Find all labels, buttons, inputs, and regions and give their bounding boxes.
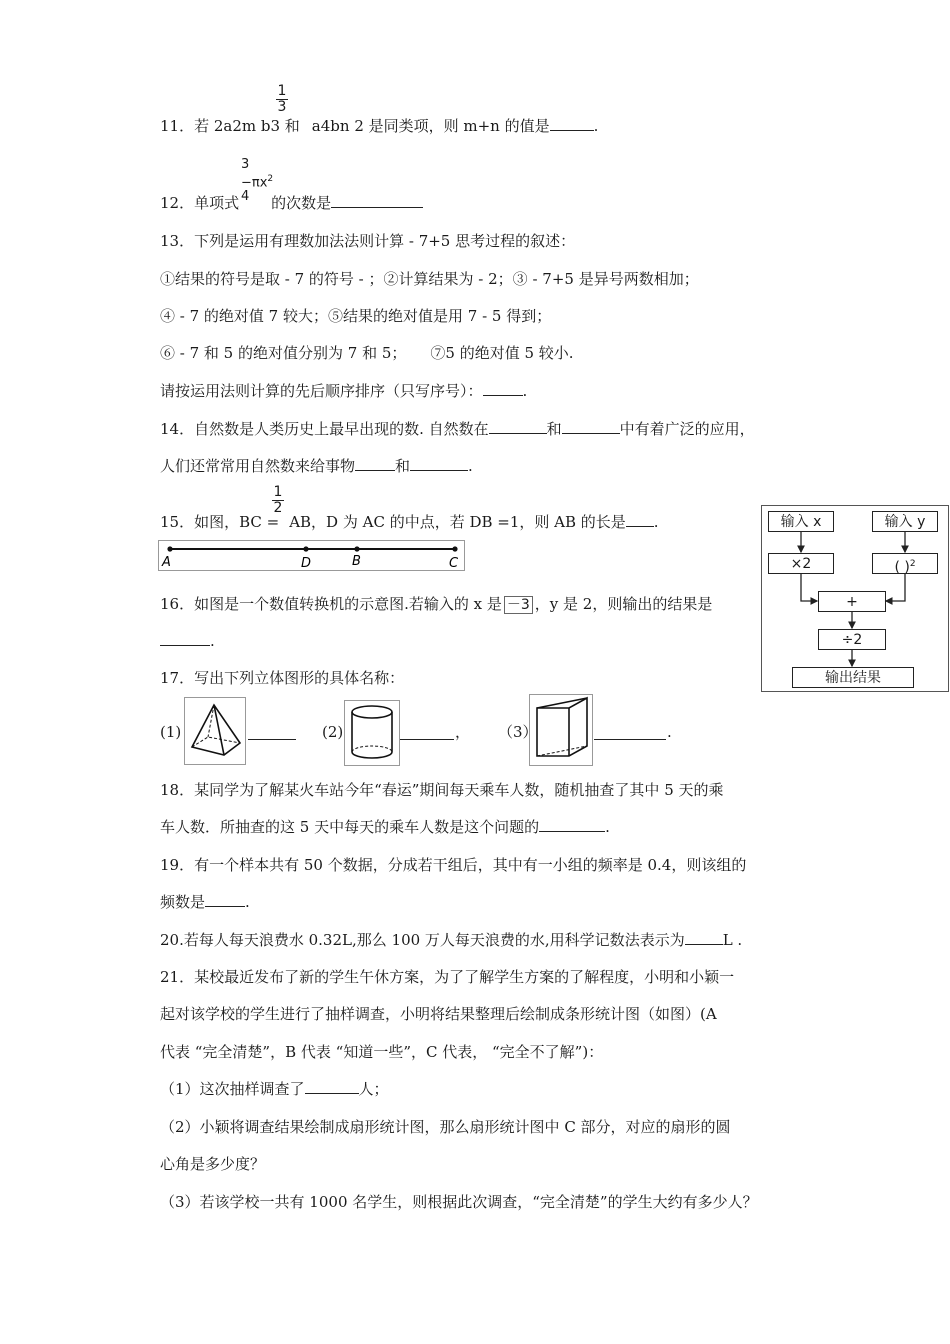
q13-line3b: ⑦5 的绝对值 5 较小. <box>430 344 574 362</box>
q14-blank1 <box>489 419 547 434</box>
q13-end: . <box>522 382 528 400</box>
q14-blank2 <box>562 419 620 434</box>
cylinder-top <box>352 706 392 718</box>
q21-sub1-blank <box>305 1079 359 1094</box>
square-exponent: 2 <box>909 559 916 569</box>
flowchart-arrows <box>762 506 948 691</box>
q17-blank-3 <box>594 725 666 740</box>
q13-answer-blank <box>483 381 523 396</box>
q20-end: L . <box>722 931 743 949</box>
point-b-dot <box>354 546 359 551</box>
divide-two-label: ÷2 <box>841 632 863 648</box>
q12-text-pre: 12．单项式 <box>160 194 240 212</box>
q17-text: 17．写出下列立体图形的具体名称： <box>160 669 405 687</box>
input-x-label: 输入 x <box>780 514 822 530</box>
q14-d: 人们还常常用自然数来给事物 <box>160 457 356 475</box>
q21-sub2b: 心角是多少度？ <box>160 1155 266 1173</box>
q14-e: 和 <box>395 457 411 475</box>
q18-line2-text: 车人数．所抽查的这 5 天中每天的乘车人数是这个问题的 <box>160 818 540 836</box>
q16-text-pre: 16．如图是一个数值转换机的示意图.若输入的 x 是 <box>160 595 502 613</box>
q20-line <box>160 930 742 950</box>
q15-line <box>160 512 659 532</box>
q18-line1: 18．某同学为了解某火车站今年“春运”期间每天乘车人数，随机抽查了其中 5 天的乘 <box>160 781 724 799</box>
q11-frac-den: 3 <box>277 99 287 115</box>
q13-ask <box>160 381 527 401</box>
q16-line2 <box>160 631 215 651</box>
line-segment-figure <box>158 540 466 572</box>
q12-answer-blank <box>331 193 423 208</box>
q14-line1 <box>160 419 755 439</box>
q17-label-3: （3） <box>498 723 538 741</box>
q11-text-post: a4bn 2 是同类项，则 m+n 的值是 <box>311 117 550 135</box>
q15-frac-num: 1 <box>273 484 283 500</box>
q11-frac-num: 1 <box>277 83 287 99</box>
q14-line2 <box>160 456 473 476</box>
q11-line <box>160 116 598 136</box>
q21-sub1-end: 人； <box>358 1080 389 1098</box>
q12-monomial <box>241 158 277 204</box>
output-label: 输出结果 <box>825 670 881 686</box>
q19-answer-blank <box>205 892 245 907</box>
q21-sub2a: （2）小颖将调查结果绘制成扇形统计图，那么扇形统计图中 C 部分，对应的扇形的圆 <box>160 1118 731 1136</box>
q15-end: . <box>653 513 659 531</box>
q19-line1: 19．有一个样本共有 50 个数据，分成若干组后，其中有一小组的频率是 0.4，则该组的 <box>160 856 747 874</box>
q14-b: 和 <box>546 420 562 438</box>
q13-line2: ④ - 7 的绝对值 7 较大；⑤结果的绝对值是用 7 - 5 得到； <box>160 307 552 325</box>
q13-line3 <box>160 343 574 363</box>
q16-answer-blank <box>160 631 210 646</box>
q18-line2 <box>160 817 610 837</box>
q15-frac-den: 2 <box>273 500 283 516</box>
point-c-label: C <box>449 556 459 571</box>
q21-line2: 起对该学校的学生进行了抽样调查，小明将结果整理后绘制成条形统计图（如图）(A <box>160 1005 717 1023</box>
q17-blank-2 <box>400 725 454 740</box>
q12-mono-num: 3 <box>241 157 250 172</box>
plus-label: + <box>846 594 858 610</box>
point-a-dot <box>167 546 172 551</box>
q14-f: . <box>468 457 473 475</box>
q12-line <box>160 193 423 213</box>
q16-line1 <box>160 594 712 614</box>
point-a-label: A <box>162 555 171 570</box>
q16-text-post: ，y 是 2，则输出的结果是 <box>534 595 713 613</box>
q17-comma: ， <box>455 723 471 741</box>
q21-line1: 21．某校最近发布了新的学生午休方案，为了了解学生方案的了解程度，小明和小颖一 <box>160 968 735 986</box>
q11-end: . <box>593 117 599 135</box>
point-c-dot <box>452 546 457 551</box>
q17-blank-1 <box>248 725 296 740</box>
q20-text-pre: 20.若每人每天浪费水 0.32L,那么 100 万人每天浪费的水,用科学记数法表示为 <box>160 931 685 949</box>
q16-end: . <box>210 632 215 650</box>
q17-label-1: (1) <box>160 723 182 741</box>
q21-sub1-text: （1）这次抽样调查了 <box>160 1080 305 1098</box>
q18-answer-blank <box>539 817 605 832</box>
q14-blank4 <box>410 456 468 471</box>
q17-label-2: (2) <box>322 723 344 741</box>
q14-a: 14．自然数是人类历史上最早出现的数. 自然数在 <box>160 420 489 438</box>
q13-intro: 13．下列是运用有理数加法法则计算 - 7+5 思考过程的叙述： <box>160 232 576 250</box>
q13-line3a: ⑥ - 7 和 5 的绝对值分别为 7 和 5； <box>160 344 407 362</box>
q15-text-post: AB，D 为 AC 的中点，若 DB =1，则 AB 的长是 <box>289 513 626 531</box>
q18-end: . <box>605 818 610 836</box>
figure-frame <box>159 541 465 571</box>
q14-blank3 <box>355 456 395 471</box>
prism-frame <box>530 695 593 766</box>
q21-sub3: （3）若该学校一共有 1000 名学生，则根据此次调查，“完全清楚”的学生大约有多少人？ <box>160 1193 758 1211</box>
cylinder-bottom-hidden <box>352 746 392 752</box>
q21-line3: 代表 “完全清楚”，B 代表 “知道一些”，C 代表， “完全不了解”)： <box>160 1043 604 1061</box>
q14-c: 中有着广泛的应用， <box>619 420 755 438</box>
square-label: ( ) <box>894 559 910 576</box>
q11-fraction <box>276 84 288 115</box>
q21-sub1 <box>160 1079 389 1099</box>
q13-ask-text: 请按运用法则计算的先后顺序排序（只写序号）： <box>160 382 483 400</box>
q20-answer-blank <box>685 930 723 945</box>
point-b-label: B <box>352 554 361 569</box>
q16-x-value-box: －3 <box>504 596 533 614</box>
q12-mono-exp: 2 <box>267 174 274 184</box>
q11-text-pre: 11．若 2a2m b3 和 <box>160 117 300 135</box>
cylinder-figure <box>344 700 400 766</box>
q17-end: . <box>667 723 672 741</box>
cylinder-bottom-front <box>352 752 392 758</box>
prism-figure <box>529 694 593 766</box>
times-two-label: ×2 <box>790 556 812 572</box>
q11-answer-blank <box>550 116 594 131</box>
q15-answer-blank <box>626 512 654 527</box>
q15-fraction <box>272 485 284 516</box>
point-d-label: D <box>301 556 312 571</box>
q12-text-post: 的次数是 <box>271 194 332 212</box>
q15-text-pre: 15．如图，BC = <box>160 513 280 531</box>
q19-end: . <box>245 893 250 911</box>
q19-line2-text: 频数是 <box>160 893 206 911</box>
input-y-label: 输入 y <box>884 514 926 530</box>
point-d-dot <box>303 546 308 551</box>
pyramid-figure <box>184 697 246 765</box>
q12-mono-den: 4 <box>241 189 250 205</box>
q12-mono-mid: −πx <box>241 175 268 191</box>
q19-line2 <box>160 892 250 912</box>
arrow-square-to-plus <box>886 574 905 601</box>
converter-flowchart <box>761 505 949 692</box>
q13-line1: ①结果的符号是取 - 7 的符号 - ；②计算结果为 - 2；③ - 7+5 是异号两数相加； <box>160 270 699 288</box>
arrow-times-to-plus <box>801 574 817 601</box>
